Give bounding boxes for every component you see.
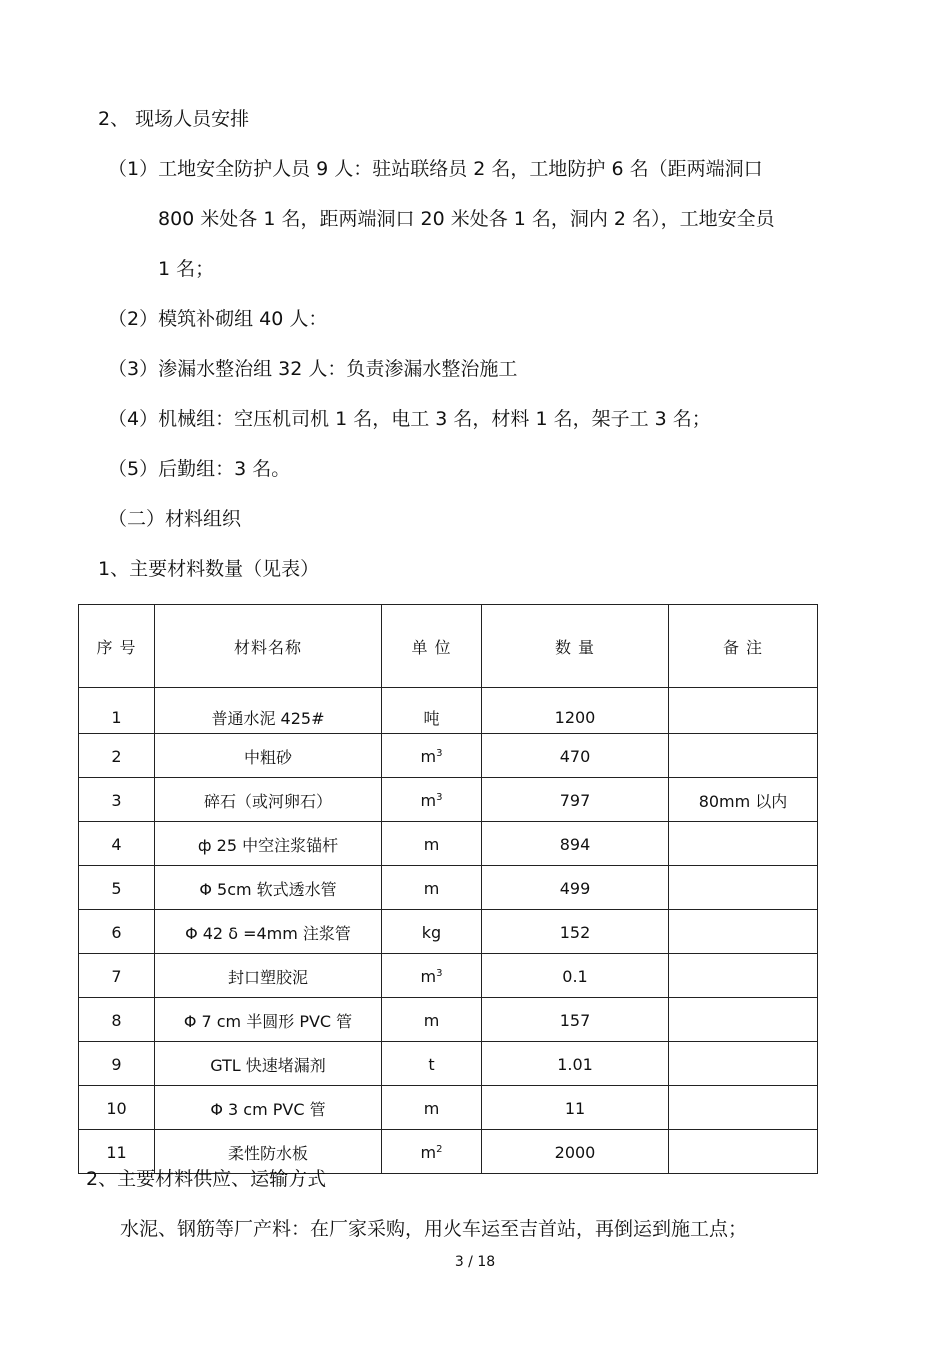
cell-unit [382,688,482,734]
unit-superscript: 2 [436,1144,443,1155]
cell-quantity: 1.01 [482,1042,669,1086]
header-no: 序 号 [79,605,155,688]
cell-note [669,1130,818,1174]
cell-name: Φ 42 δ =4mm 注浆管 [155,910,382,954]
line-safety-staff: （1）工地安全防护人员 9 人：驻站联络员 2 名，工地防护 6 名（距两端洞口 [108,158,763,180]
unit-text: m [420,1143,437,1162]
line-formwork-team: （2）模筑补砌组 40 人： [108,308,328,330]
cell-unit [382,778,482,822]
cell-note [669,734,818,778]
cell-note [669,954,818,998]
cell-no: 1 [79,688,155,734]
unit-text: t [428,1055,435,1074]
cell-note [669,1042,818,1086]
cell-name: 普通水泥 425# [155,688,382,734]
unit-text: 吨 [423,709,440,728]
cell-name: ф 25 中空注浆锚杆 [155,822,382,866]
unit-text: m [423,879,440,898]
cell-no: 4 [79,822,155,866]
page-number: 3 / 18 [454,1254,496,1270]
header-name: 材料名称 [155,605,382,688]
unit-text: m [420,791,437,810]
header-note: 备 注 [669,605,818,688]
cell-quantity: 11 [482,1086,669,1130]
cell-name: Φ 3 cm PVC 管 [155,1086,382,1130]
cell-name: 柔性防水板 [155,1130,382,1174]
cell-name: GTL 快速堵漏剂 [155,1042,382,1086]
cell-no: 5 [79,866,155,910]
table-row [79,822,818,866]
cell-unit [382,910,482,954]
unit-text: m [420,967,437,986]
cell-name: Φ 7 cm 半圆形 PVC 管 [155,998,382,1042]
line-supply-cement: 水泥、钢筋等厂产料：在厂家采购，用火车运至吉首站，再倒运到施工点； [120,1218,748,1240]
unit-superscript: 3 [436,792,443,803]
cell-no: 9 [79,1042,155,1086]
cell-quantity: 894 [482,822,669,866]
cell-no: 11 [79,1130,155,1174]
cell-quantity: 152 [482,910,669,954]
header-quantity: 数 量 [482,605,669,688]
table-row [79,954,818,998]
line-safety-staff-cont-2: 1 名； [158,258,215,280]
cell-unit [382,1086,482,1130]
cell-quantity: 0.1 [482,954,669,998]
unit-text: m [423,1099,440,1118]
cell-unit [382,1130,482,1174]
unit-text: m [423,1011,440,1030]
cell-no: 3 [79,778,155,822]
line-materials-heading: （二）材料组织 [108,508,242,530]
table-row [79,998,818,1042]
cell-note [669,822,818,866]
cell-unit [382,998,482,1042]
table-row [79,778,818,822]
cell-note [669,866,818,910]
cell-note [669,1086,818,1130]
unit-text: m [420,747,437,766]
cell-unit [382,1042,482,1086]
cell-note [669,998,818,1042]
cell-note: 80mm 以内 [669,778,818,822]
unit-superscript: 3 [436,968,443,979]
header-unit: 单 位 [382,605,482,688]
line-staff-heading: 2、 现场人员安排 [98,108,250,130]
table-row [79,1086,818,1130]
cell-name: Φ 5cm 软式透水管 [155,866,382,910]
table-body [79,688,818,1174]
line-logistics-team: （5）后勤组：3 名。 [108,458,291,480]
cell-quantity: 157 [482,998,669,1042]
cell-no: 10 [79,1086,155,1130]
cell-name: 封口塑胶泥 [155,954,382,998]
cell-quantity: 1200 [482,688,669,734]
cell-unit [382,954,482,998]
materials-table [78,604,818,1174]
cell-no: 7 [79,954,155,998]
table-row [79,910,818,954]
line-machinery-team: （4）机械组：空压机司机 1 名，电工 3 名，材料 1 名，架子工 3 名； [108,408,711,430]
cell-no: 8 [79,998,155,1042]
table-row [79,866,818,910]
cell-no: 2 [79,734,155,778]
cell-name: 中粗砂 [155,734,382,778]
cell-quantity: 499 [482,866,669,910]
table-header-row [79,605,818,688]
line-materials-quantity-heading: 1、主要材料数量（见表） [98,558,320,580]
line-supply-heading: 2、主要材料供应、运输方式 [86,1168,327,1190]
line-safety-staff-cont-1: 800 米处各 1 名，距两端洞口 20 米处各 1 名，洞内 2 名），工地安全员 [158,208,775,230]
cell-quantity: 797 [482,778,669,822]
table-row [79,734,818,778]
cell-unit [382,822,482,866]
cell-note [669,910,818,954]
table-row [79,688,818,734]
unit-text: kg [421,923,442,942]
cell-unit [382,866,482,910]
cell-quantity: 470 [482,734,669,778]
cell-quantity: 2000 [482,1130,669,1174]
line-leakage-team: （3）渗漏水整治组 32 人：负责渗漏水整治施工 [108,358,518,380]
cell-name: 碎石（或河卵石） [155,778,382,822]
cell-no: 6 [79,910,155,954]
unit-superscript: 3 [436,748,443,759]
cell-note [669,688,818,734]
unit-text: m [423,835,440,854]
cell-unit [382,734,482,778]
table-row [79,1042,818,1086]
